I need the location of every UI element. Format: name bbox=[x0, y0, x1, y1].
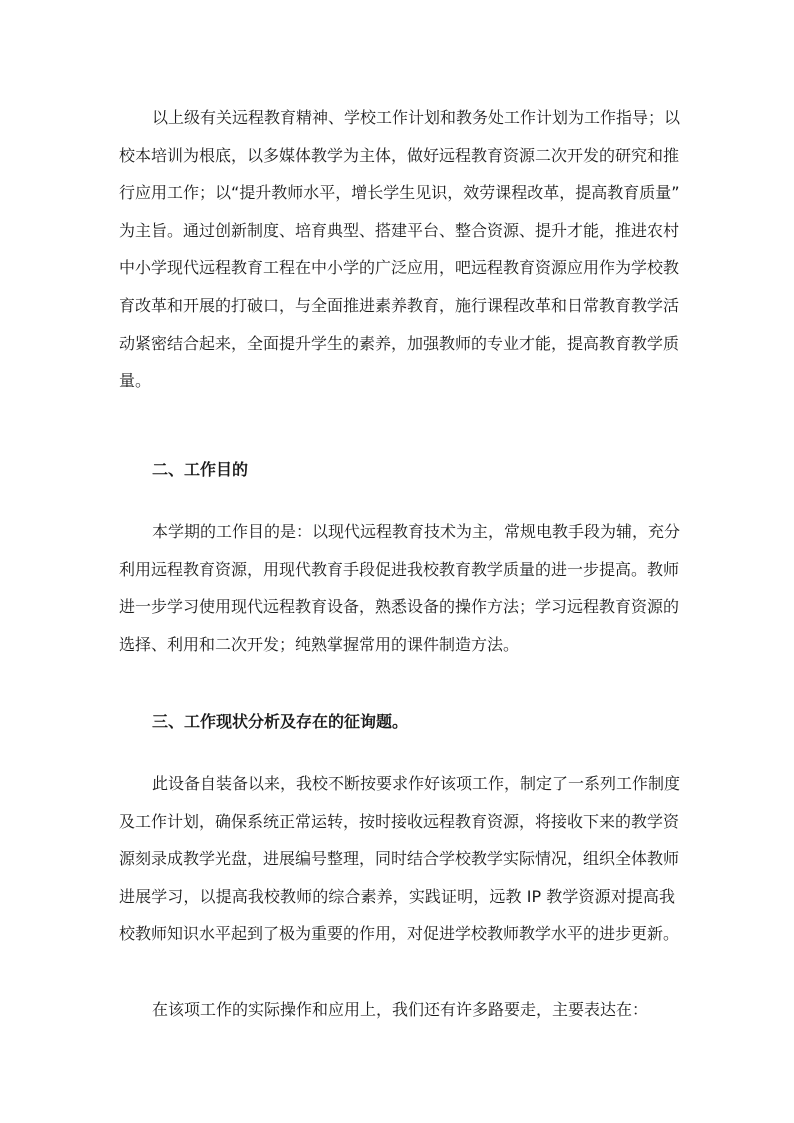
paragraph-line: 为主旨。通过创新制度、培育典型、搭建平台、整合资源、提升才能，推进农村 bbox=[119, 220, 680, 240]
paragraph-work-goals bbox=[119, 513, 681, 663]
section-heading-work-goals: 二、工作目的 bbox=[152, 460, 249, 479]
paragraph-line: 育改革和开展的打破口，与全面推进素养教育，施行课程改革和日常教育教学活 bbox=[119, 295, 680, 315]
section-heading-current-status: 三、工作现状分析及存在的征询题。 bbox=[152, 712, 409, 731]
paragraph-line: 此设备自装备以来，我校不断按要求作好该项工作，制定了一系列工作制度 bbox=[152, 774, 681, 793]
paragraph-line: 源刻录成教学光盘，进展编号整理，同时结合学校教学实际情况，组织全体教师 bbox=[119, 849, 680, 869]
paragraph-line: 进一步学习使用现代远程教育设备，熟悉设备的操作方法；学习远程教育资源的 bbox=[119, 597, 680, 617]
paragraph-remaining-issues bbox=[119, 991, 675, 1029]
paragraph-current-status bbox=[119, 765, 681, 953]
paragraph-line: 校本培训为根底，以多媒体教学为主体，做好远程教育资源二次开发的研究和推 bbox=[119, 145, 680, 165]
paragraph-line: 以上级有关远程教育精神、学校工作计划和教务处工作计划为工作指导；以 bbox=[152, 108, 681, 127]
paragraph-line: 进展学习，以提高我校教师的综合素养，实践证明，远教 IP 教学资源对提高我 bbox=[119, 886, 675, 906]
paragraph-line: 利用远程教育资源，用现代教育手段促进我校教育教学质量的进一步提高。教师 bbox=[119, 559, 680, 579]
paragraph-line: 选择、利用和二次开发；纯熟掌握常用的课件制造方法。 bbox=[119, 634, 520, 654]
paragraph-line: 在该项工作的实际操作和应用上，我们还有许多路要走，主要表达在： bbox=[152, 1000, 649, 1019]
paragraph-line: 校教师知识水平起到了极为重要的作用，对促进学校教师教学水平的进步更新。 bbox=[119, 924, 680, 944]
paragraph-guiding-principles bbox=[119, 99, 681, 400]
paragraph-line: 中小学现代远程教育工程在中小学的广泛应用，吧远程教育资源应用作为学校教 bbox=[119, 258, 680, 278]
paragraph-line: 量。 bbox=[119, 371, 152, 391]
paragraph-line: 及工作计划，确保系统正常运转，按时接收远程教育资源，将接收下来的教学资 bbox=[119, 811, 680, 831]
paragraph-line: 本学期的工作目的是：以现代远程教育技术为主，常规电教手段为辅，充分 bbox=[152, 522, 681, 541]
paragraph-line: 行应用工作；以“提升教师水平，增长学生见识，效劳课程改革，提高教育质量” bbox=[119, 183, 680, 203]
paragraph-line: 动紧密结合起来，全面提升学生的素养，加强教师的专业才能，提高教育教学质 bbox=[119, 333, 680, 353]
